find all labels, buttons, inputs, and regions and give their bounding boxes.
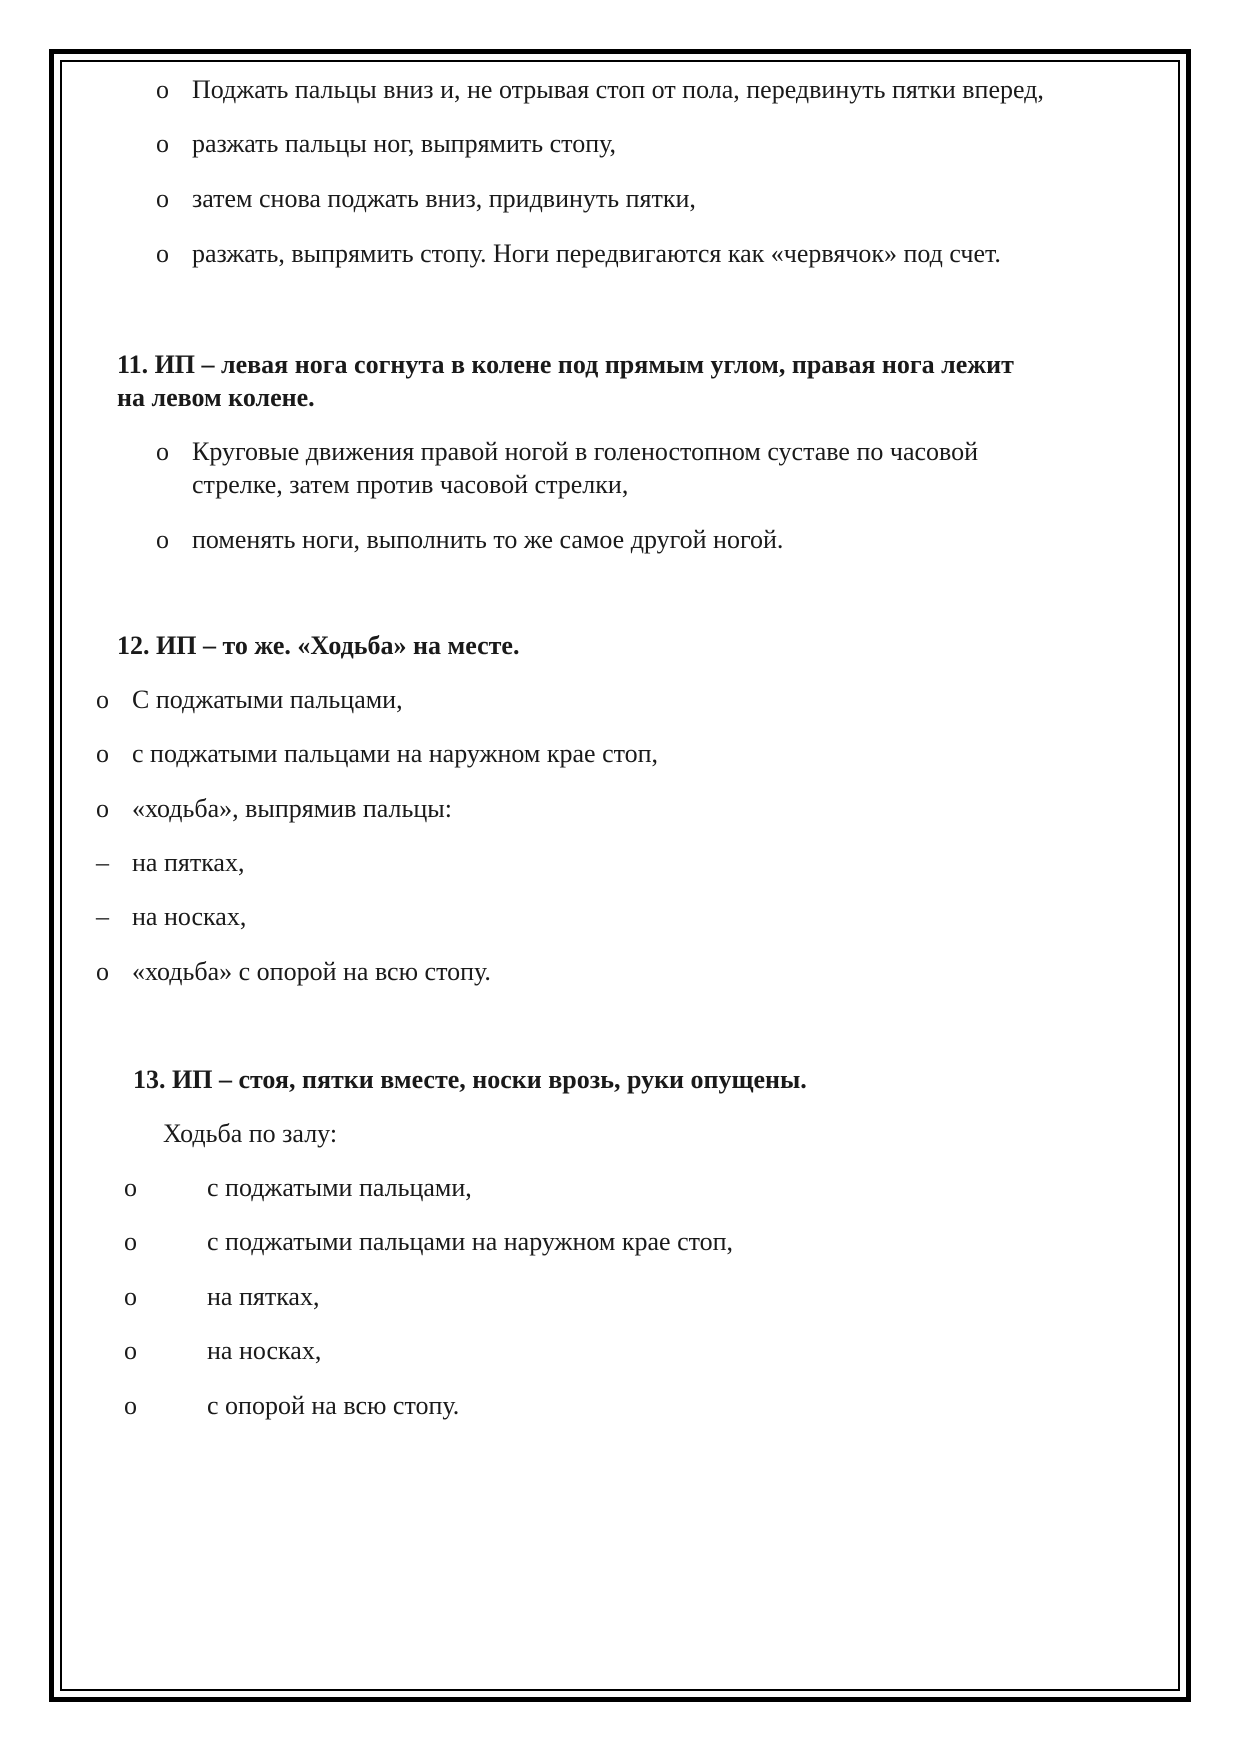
list-item: поменять ноги, выполнить то же самое другой ногой. <box>192 525 784 554</box>
list-item: «ходьба», выпрямив пальцы: <box>132 794 452 823</box>
list-bullet: o <box>156 184 169 213</box>
list-item-line2: стрелке, затем против часовой стрелки, <box>192 470 629 499</box>
list-bullet: o <box>124 1336 137 1365</box>
list-item: «ходьба» с опорой на всю стопу. <box>132 957 491 986</box>
list-bullet: o <box>96 685 109 714</box>
list-item: на носках, <box>207 1336 322 1365</box>
list-bullet: o <box>156 129 169 158</box>
section-13-heading: 13. ИП – стоя, пятки вместе, носки врозь, руки опущены. <box>133 1065 807 1094</box>
list-item: разжать, выпрямить стопу. Ноги передвигаются как «червячок» под счет. <box>192 239 1001 268</box>
list-item: с опорой на всю стопу. <box>207 1391 460 1420</box>
list-item: с поджатыми пальцами на наружном крае стоп, <box>132 739 659 768</box>
list-bullet: o <box>96 794 109 823</box>
list-bullet: o <box>124 1173 137 1202</box>
list-item: на пятках, <box>132 848 245 877</box>
list-item: на пятках, <box>207 1282 320 1311</box>
list-item-line1: Круговые движения правой ногой в голеностопном суставе по часовой <box>192 437 979 466</box>
list-item: затем снова поджать вниз, придвинуть пятки, <box>192 184 696 213</box>
section-12-heading: 12. ИП – то же. «Ходьба» на месте. <box>117 631 520 660</box>
section-11-heading-line2: на левом колене. <box>117 383 315 412</box>
list-item: С поджатыми пальцами, <box>132 685 403 714</box>
list-bullet: o <box>156 525 169 554</box>
list-bullet: o <box>124 1391 137 1420</box>
list-bullet: o <box>124 1282 137 1311</box>
list-item: на носках, <box>132 902 247 931</box>
list-item: с поджатыми пальцами на наружном крае стоп, <box>207 1227 734 1256</box>
list-bullet: o <box>156 437 169 466</box>
list-item: с поджатыми пальцами, <box>207 1173 472 1202</box>
list-item: Поджать пальцы вниз и, не отрывая стоп от пола, передвинуть пятки вперед, <box>192 75 1044 104</box>
list-bullet: o <box>96 957 109 986</box>
list-bullet: o <box>96 739 109 768</box>
list-dash: – <box>96 902 109 931</box>
section-13-intro: Ходьба по залу: <box>163 1119 338 1148</box>
section-11-heading-line1: 11. ИП – левая нога согнута в колене под прямым углом, правая нога лежит <box>117 350 1014 379</box>
list-bullet: o <box>156 239 169 268</box>
list-bullet: o <box>156 75 169 104</box>
list-bullet: o <box>124 1227 137 1256</box>
list-item: разжать пальцы ног, выпрямить стопу, <box>192 129 617 158</box>
list-dash: – <box>96 848 109 877</box>
